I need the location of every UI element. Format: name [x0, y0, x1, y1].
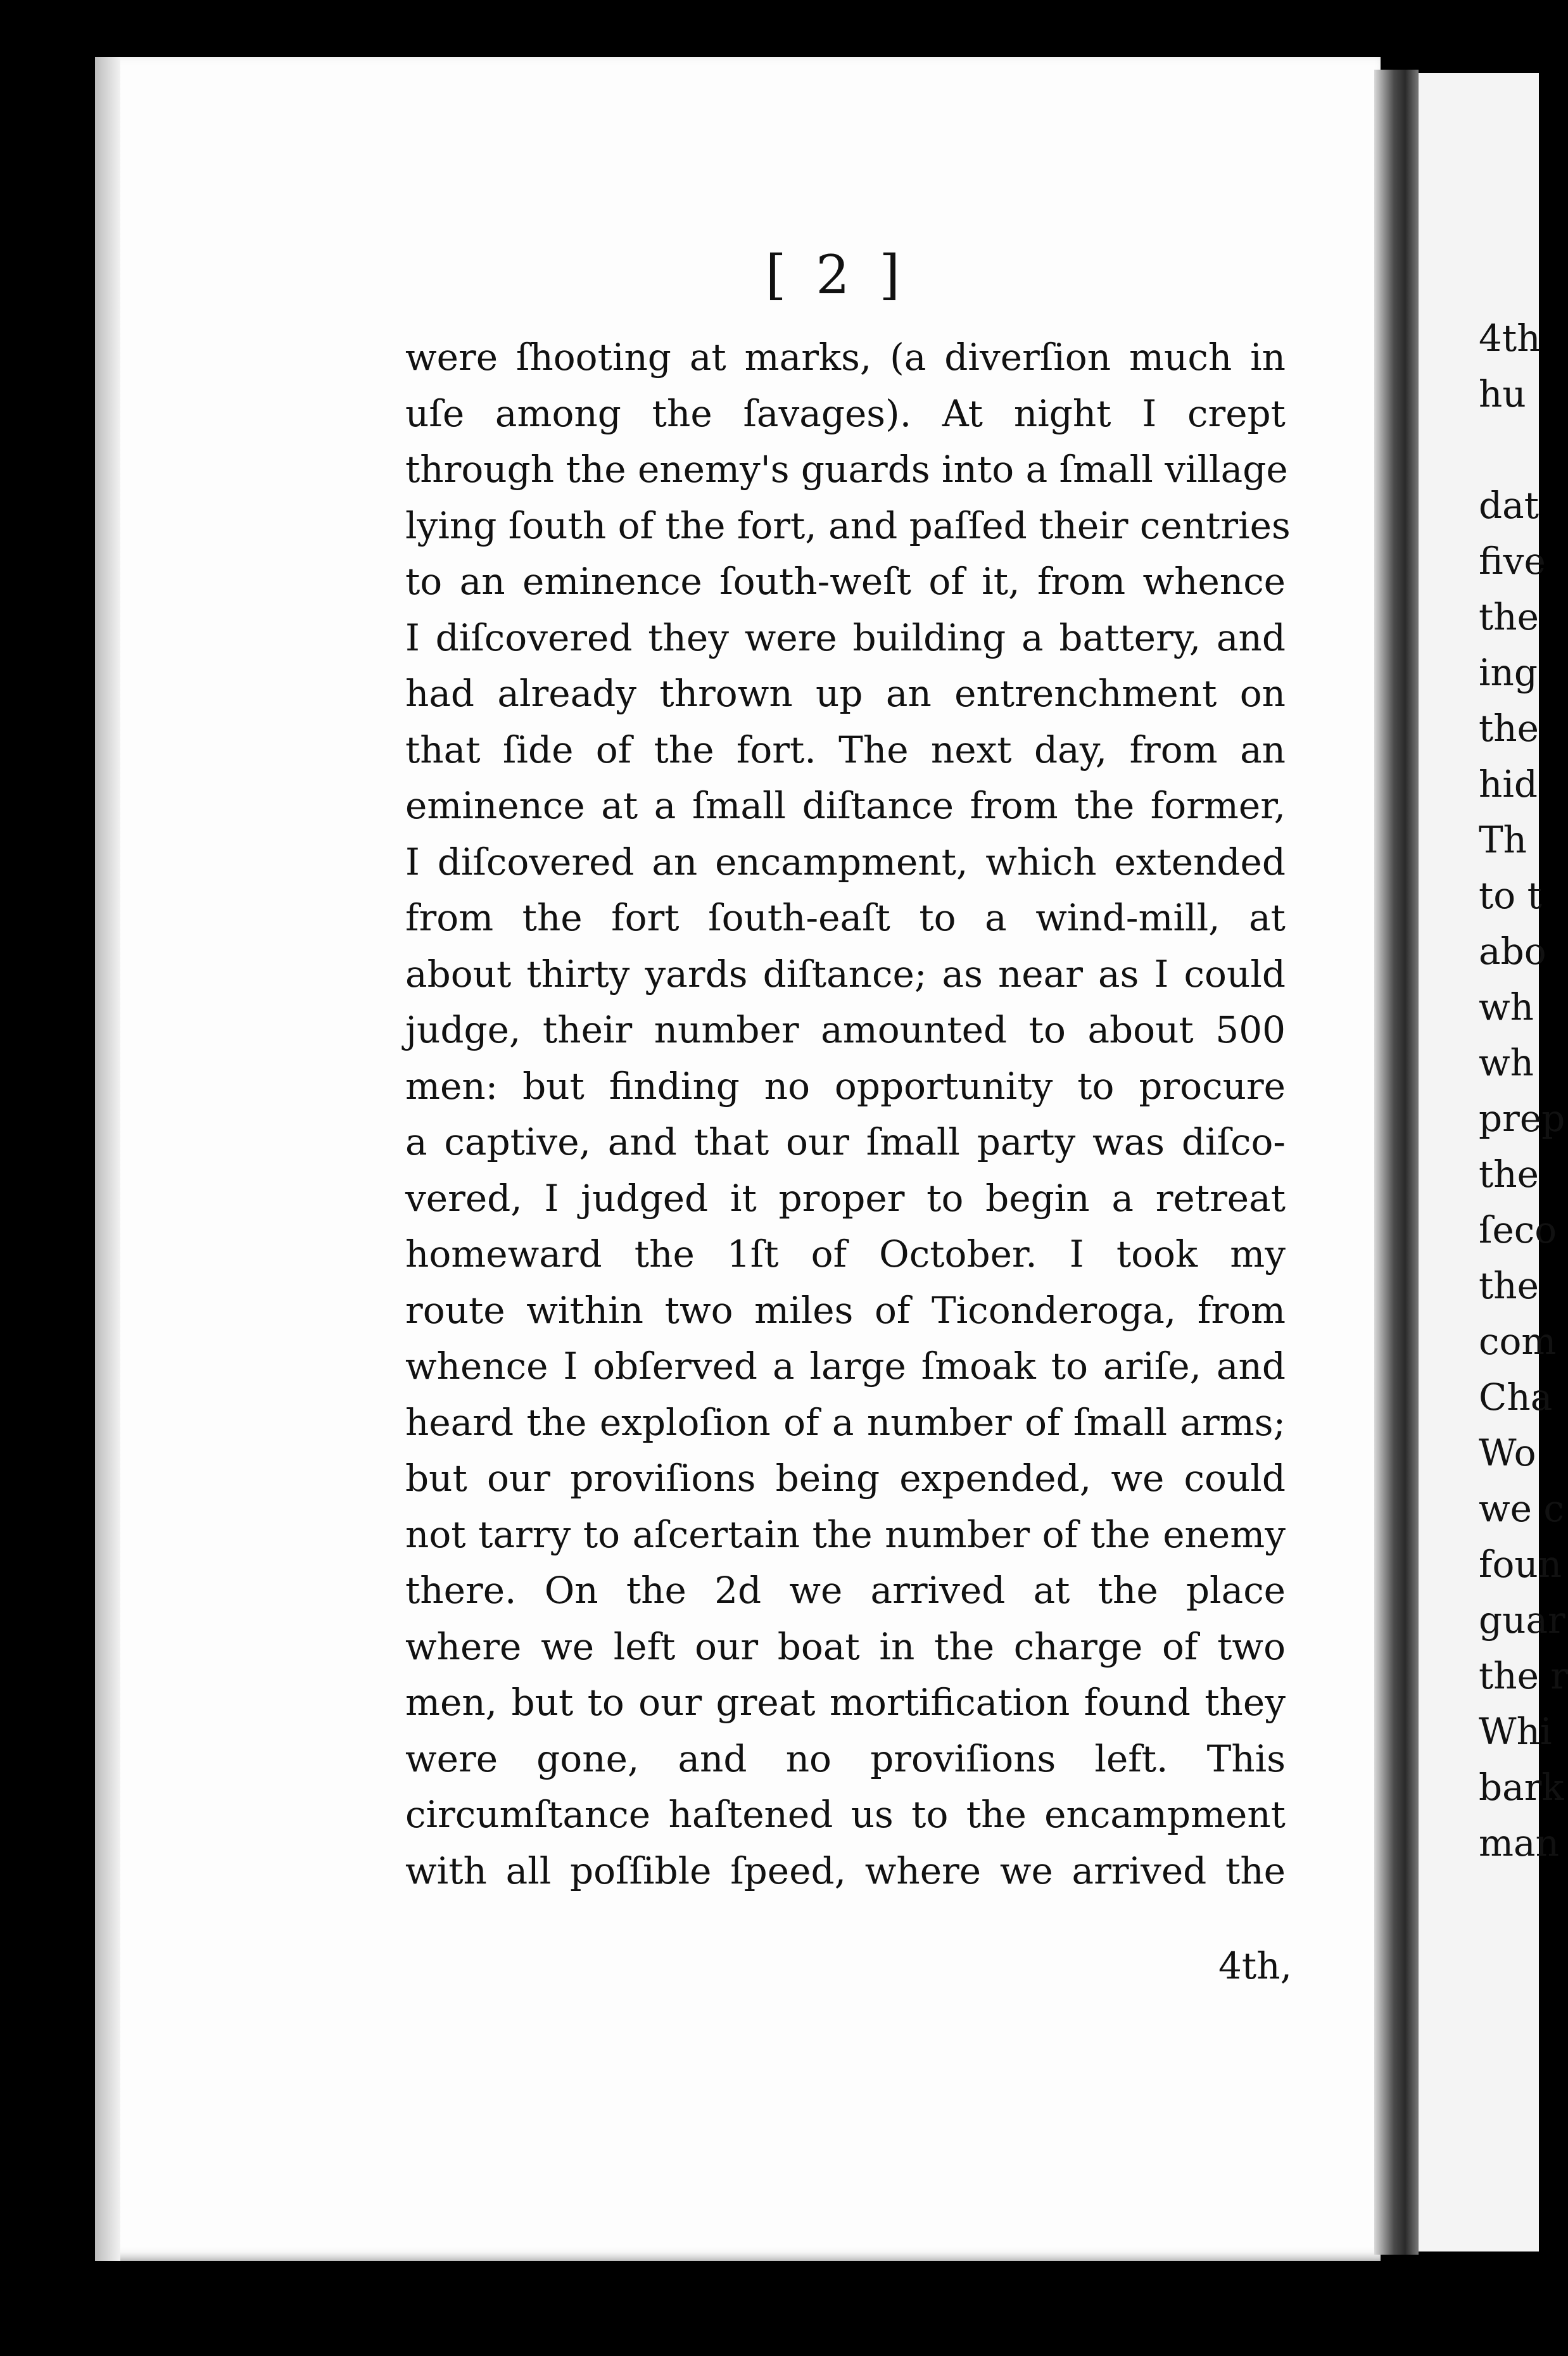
text-line: to an eminence ſouth-weſt of it, from whence	[405, 560, 1286, 603]
text-line: about thirty yards diſtance; as near as I could	[405, 952, 1286, 996]
text-line: uſe among the ſavages). At night I crept	[405, 391, 1286, 435]
text-line: men, but to our great mortification found they	[405, 1681, 1286, 1724]
text-line: but our proviſions being expended, we could	[405, 1457, 1286, 1500]
facing-text-fragment: Wo	[1479, 1431, 1536, 1474]
facing-text-fragment: foun	[1479, 1543, 1562, 1586]
text-line: whence I obſerved a large ſmoak to ariſe, and	[405, 1345, 1286, 1388]
text-line: route within two miles of Ticonderoga, from	[405, 1288, 1286, 1332]
text-line: where we left our boat in the charge of two	[405, 1624, 1286, 1668]
facing-text-fragment: man	[1479, 1821, 1559, 1865]
text-line: lying ſouth of the fort, and paſſed their centries	[405, 504, 1291, 547]
catchword: 4th,	[1218, 1944, 1292, 1987]
text-line: eminence at a ſmall diſtance from the former,	[405, 784, 1286, 827]
page-number-header: [ 2 ]	[765, 244, 907, 306]
facing-page-text	[1479, 310, 1568, 1871]
text-line: I diſcovered an encampment, which extended	[405, 840, 1286, 884]
book-gutter	[1374, 70, 1419, 2255]
text-line: that ſide of the fort. The next day, from an	[405, 728, 1286, 771]
facing-text-fragment: 4th	[1479, 317, 1541, 360]
facing-text-fragment: Th	[1479, 818, 1527, 861]
facing-text-fragment: ſeco	[1479, 1208, 1557, 1251]
text-line: circumſtance haſtened us to the encampment	[405, 1793, 1286, 1836]
facing-text-fragment: ing	[1479, 651, 1538, 694]
text-line: I diſcovered they were building a battery, and	[405, 616, 1286, 659]
facing-text-fragment: hid	[1479, 763, 1538, 806]
text-line: through the enemy's guards into a ſmall village	[405, 448, 1288, 491]
facing-text-fragment: hu	[1479, 372, 1526, 415]
text-line: heard the exploſion of a number of ſmall arms;	[405, 1400, 1286, 1444]
facing-text-fragment: bark	[1479, 1766, 1564, 1809]
facing-text-fragment: wh	[1479, 985, 1534, 1029]
facing-text-fragment: we c	[1479, 1487, 1564, 1530]
text-line: vered, I judged it proper to begin a retreat	[405, 1176, 1286, 1220]
facing-text-fragment: five	[1479, 540, 1546, 583]
text-line: not tarry to aſcertain the number of the enemy	[405, 1512, 1286, 1556]
facing-text-fragment: dat	[1479, 484, 1540, 527]
facing-text-fragment: abo	[1479, 930, 1546, 973]
text-line: a captive, and that our ſmall party was diſco-	[405, 1120, 1286, 1163]
facing-text-fragment: to t	[1479, 874, 1542, 917]
facing-text-fragment: the	[1479, 595, 1539, 638]
facing-text-fragment: prep	[1479, 1097, 1565, 1140]
facing-text-fragment: Whi	[1479, 1710, 1552, 1753]
page-body-text	[405, 329, 1291, 1899]
text-line: had already thrown up an entrenchment on	[405, 672, 1286, 715]
text-line: were gone, and no proviſions left. This	[405, 1737, 1286, 1780]
text-line: men: but finding no opportunity to procure	[405, 1064, 1286, 1108]
text-line: were ſhooting at marks, (a diverſion much in	[405, 336, 1286, 379]
facing-text-fragment: Cha	[1479, 1376, 1553, 1419]
text-line: from the fort ſouth-eaſt to a wind-mill, at	[405, 896, 1286, 939]
text-line: with all poſſible ſpeed, where we arrived the	[405, 1849, 1286, 1892]
page-edge-shadow	[95, 57, 120, 2261]
facing-text-fragment: the	[1479, 1153, 1539, 1196]
facing-text-fragment: the	[1479, 1264, 1539, 1307]
facing-text-fragment: the r	[1479, 1654, 1568, 1697]
facing-text-fragment: wh	[1479, 1041, 1534, 1084]
facing-text-fragment: the	[1479, 707, 1539, 750]
facing-text-fragment: guar	[1479, 1599, 1565, 1642]
facing-text-fragment: com	[1479, 1320, 1557, 1363]
facing-text-fragment	[1479, 422, 1539, 478]
text-line: judge, their number amounted to about 500	[405, 1008, 1286, 1051]
text-line: homeward the 1ſt of October. I took my	[405, 1232, 1286, 1276]
text-line: there. On the 2d we arrived at the place	[405, 1569, 1286, 1612]
